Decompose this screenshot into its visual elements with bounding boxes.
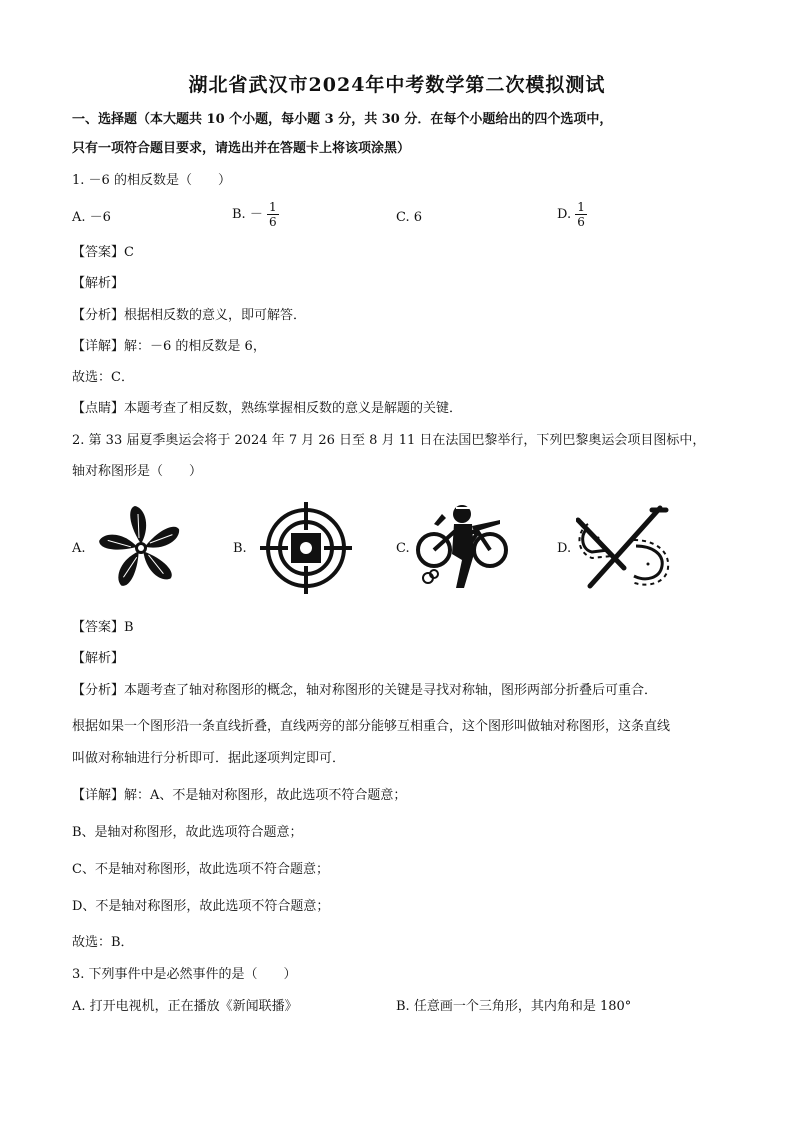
- xiangjie-tag: 【详解】: [72, 788, 125, 803]
- q1-guxuan: 故选：C．: [72, 370, 134, 385]
- answer-value: C: [124, 245, 134, 260]
- q2-label-b: B.: [233, 541, 247, 556]
- q1-option-b: [232, 200, 279, 229]
- fenxi-tag: 【分析】: [72, 683, 125, 698]
- q3-option-b: B. 任意画一个三角形，其内角和是 180°: [396, 999, 632, 1014]
- target-shooting-icon: [258, 500, 354, 600]
- page-title: 湖北省武汉市2024年中考数学第二次模拟测试: [188, 74, 606, 96]
- q1-option-d-numerator: 1: [577, 200, 585, 214]
- q2-label-c: C.: [396, 541, 410, 556]
- q2-label-d: D.: [557, 541, 572, 556]
- q2-xiangjie: [72, 787, 406, 805]
- q1-stem: 1. －6 的相反数是（ ）: [72, 173, 231, 188]
- q1-jiexi: 【解析】: [72, 276, 125, 291]
- q1-option-a: A. －6: [72, 210, 111, 225]
- q3-stem: 3. 下列事件中是必然事件的是（ ）: [72, 967, 297, 982]
- fenxi-tag: 【分析】: [72, 308, 125, 323]
- q2-fenxi: [72, 682, 657, 700]
- q2-answer: [72, 619, 134, 637]
- q2-para-line1: 根据如果一个图形沿一条直线折叠，直线两旁的部分能够互相重合，这个图形叫做轴对称图形，这条直线: [72, 719, 671, 734]
- section-heading-line1: 一、选择题（本大题共 10 个小题，每小题 3 分，共 30 分．在每个小题给出的四个选项中，: [72, 112, 613, 127]
- q1-option-b-prefix: B. －: [232, 207, 263, 222]
- cycling-icon: [414, 502, 510, 596]
- q1-dianjing: [72, 400, 462, 418]
- dianjing-text: 本题考查了相反数，熟练掌握相反数的意义是解题的关键．: [124, 401, 463, 416]
- q1-option-b-numerator: 1: [268, 200, 277, 214]
- q2-d-line: D、不是轴对称图形，故此选项不符合题意；: [72, 899, 330, 914]
- q1-option-d-denominator: 6: [577, 215, 585, 229]
- q1-answer: [72, 244, 134, 262]
- dianjing-tag: 【点睛】: [72, 401, 125, 416]
- q3-option-a: A. 打开电视机，正在播放《新闻联播》: [72, 999, 298, 1014]
- q2-jiexi: 【解析】: [72, 651, 125, 666]
- answer-tag: 【答案】: [72, 245, 125, 260]
- q2-c-line: C、不是轴对称图形，故此选项不符合题意；: [72, 862, 329, 877]
- q1-option-d-fraction: [575, 200, 587, 229]
- q2-para-line2: 叫做对称轴进行分析即可．据此逐项判定即可．: [72, 751, 346, 766]
- q1-option-b-denominator: 6: [268, 215, 277, 229]
- fenxi-text: 本题考查了轴对称图形的概念，轴对称图形的关键是寻找对称轴，图形两部分折叠后可重合．: [124, 683, 658, 698]
- q1-xiangjie: [72, 338, 266, 356]
- answer-value: B: [124, 620, 134, 635]
- q1-option-d: [557, 200, 587, 229]
- q2-label-a: A.: [72, 541, 86, 556]
- q1-option-c: C. 6: [396, 210, 423, 225]
- q1-option-b-fraction: [267, 200, 279, 229]
- q2-stem-line1: 2. 第 33 届夏季奥运会将于 2024 年 7 月 26 日至 8 月 11 日在法国巴黎举行，下列巴黎奥运会项目图标中，: [72, 433, 706, 448]
- section-heading-line2: 只有一项符合题目要求，请选出并在答题卡上将该项涂黑）: [72, 141, 411, 156]
- fenxi-text: 根据相反数的意义，即可解答．: [124, 308, 307, 323]
- q2-guxuan: 故选：B．: [72, 935, 134, 950]
- q1-option-d-prefix: D.: [557, 207, 572, 222]
- hockey-sticks-icon: [576, 502, 672, 598]
- q2-b-line: B、是轴对称图形，故此选项符合题意；: [72, 825, 303, 840]
- q2-stem-line2: 轴对称图形是（ ）: [72, 464, 203, 479]
- xiangjie-tag: 【详解】: [72, 339, 125, 354]
- pinwheel-icon: [95, 502, 187, 598]
- q1-fenxi: [72, 307, 306, 325]
- answer-tag: 【答案】: [72, 620, 125, 635]
- xiangjie-text: 解：A、不是轴对称图形，故此选项不符合题意；: [124, 788, 407, 803]
- xiangjie-text: 解：－6 的相反数是 6，: [124, 339, 266, 354]
